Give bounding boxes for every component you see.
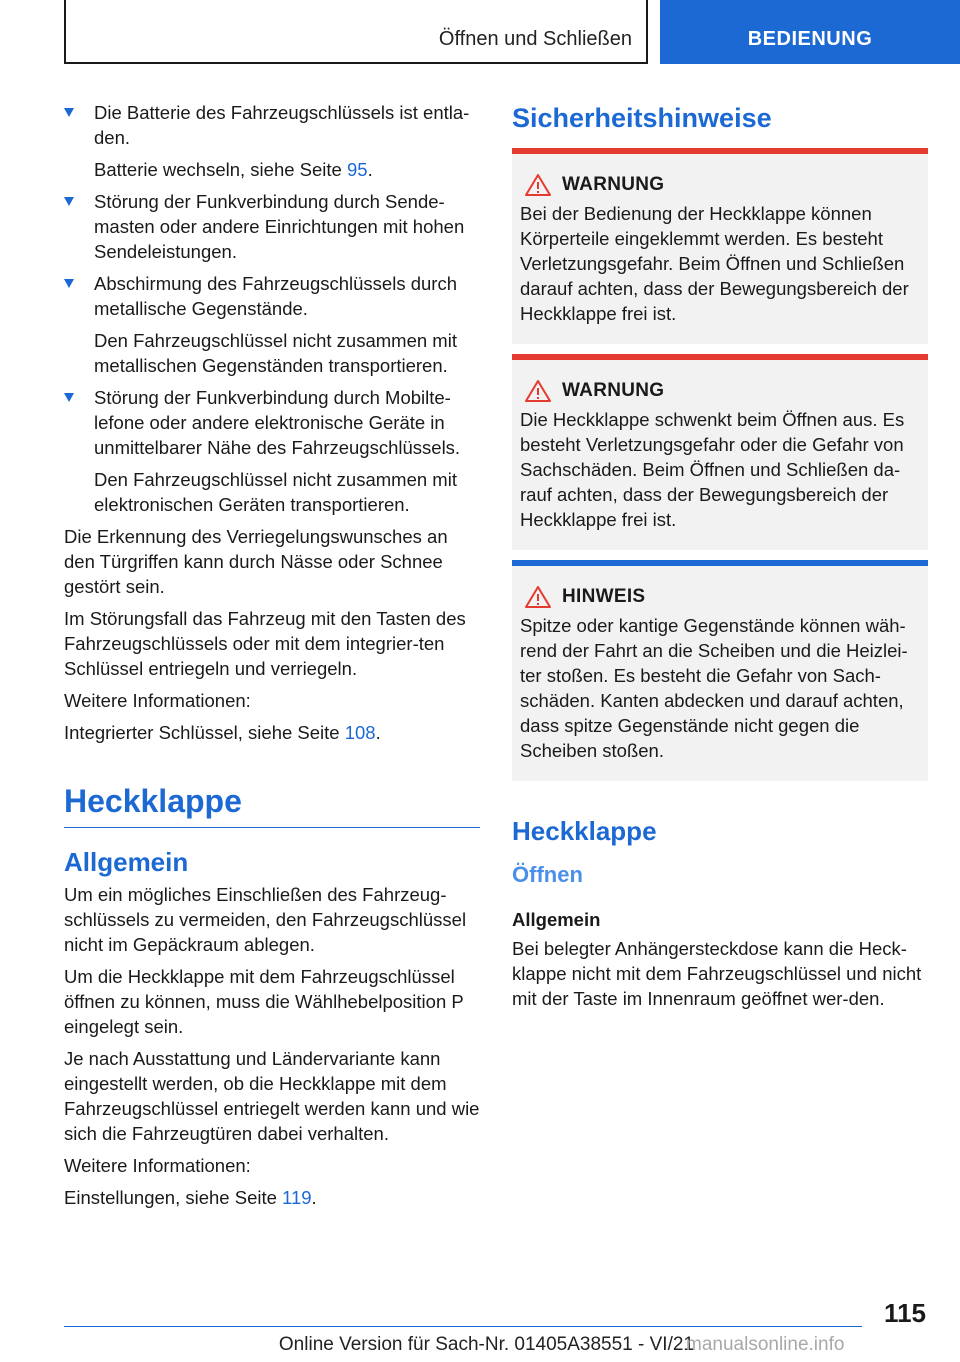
bullet-triangle-icon [64,108,74,117]
warning-box [512,148,928,344]
page-link[interactable]: 108 [344,722,376,743]
watermark: manualsonline.info [686,1334,845,1355]
bullet-text: Störung der Funkverbindung durch Mobilte-lefone oder andere elektronische Geräte in unmittelbarer Nähe des Fahrzeugschlüssels. [94,387,461,458]
bullet-triangle-icon [64,279,74,288]
reference: Einstellungen, siehe Seite 119. [64,1187,317,1208]
bullet-subtext: Batterie wechseln, siehe Seite 95. [94,159,373,180]
bullet-text: Abschirmung des Fahrzeugschlüssels durch metallische Gegenstände. [94,273,457,319]
reference: Integrierter Schlüssel, siehe Seite 108. [64,722,381,743]
list-item [64,189,480,264]
notice-text: Die Heckklappe schwenkt beim Öffnen aus. Es besteht Verletzungsgefahr oder die Gefahr von Sachschäden. Beim Öffnen und Schließen da-rauf achten, dass der Bewegungsbereich der Heckklappe frei ist. [520,409,905,530]
bullet-subtext: Den Fahrzeugschlüssel nicht zusammen mit elektronischen Geräten transportieren. [94,469,457,515]
page-link[interactable]: 119 [282,1187,312,1208]
page-number: 115 [884,1298,926,1328]
warning-triangle-icon [524,379,552,403]
list-item [64,385,480,517]
warning-box [512,354,928,550]
notice-label: HINWEIS [562,586,646,607]
footer-text: Online Version für Sach-Nr. 01405A38551 - VI/21 [278,1334,694,1355]
bullet-triangle-icon [64,393,74,402]
paragraph: Im Störungsfall das Fahrzeug mit den Tasten des Fahrzeugschlüssels oder mit dem integrier-ten Schlüssel entriegeln und verriegeln. [64,608,466,679]
paragraph-heading: Allgemein [512,909,601,930]
notice-text: Bei der Bedienung der Heckklappe können Körperteile eingeklemmt werden. Es besteht Verletzungsgefahr. Beim Öffnen und Schließen darauf achten, dass der Bewegungsbereich der Heckklappe frei ist. [520,203,909,324]
more-info-label: Weitere Informationen: [64,690,251,711]
list-item [64,271,480,378]
section-heading: Heckklappe [512,816,657,846]
bullet-subtext: Den Fahrzeugschlüssel nicht zusammen mit metallischen Gegenständen transportieren. [94,330,457,376]
paragraph: Die Erkennung des Verriegelungswunsches an den Türgriffen kann durch Nässe oder Schnee gestört sein. [64,526,448,597]
chapter-heading: Heckklappe [64,781,480,828]
warning-triangle-icon [524,173,552,197]
page-link[interactable]: 95 [346,159,368,180]
more-info-label: Weitere Informationen: [64,1155,251,1176]
notice-label: WARNUNG [562,380,665,401]
header-section-box [64,0,648,64]
section-heading: Allgemein [64,847,189,877]
safety-section-title: Sicherheitshinweise [512,103,772,133]
header-chapter-tab[interactable] [660,0,960,64]
header-section-title: Öffnen und Schließen [438,28,632,50]
notice-label: WARNUNG [562,174,665,195]
bullet-triangle-icon [64,197,74,206]
paragraph: Je nach Ausstattung und Ländervariante kann eingestellt werden, ob die Heckklappe mit dem Fahrzeugschlüssel entriegelt werden kann und wie sich die Fahrzeugtüren dabei verhalten. [64,1048,480,1144]
list-item [64,100,480,182]
paragraph: Um die Heckklappe mit dem Fahrzeugschlüssel öffnen zu können, muss die Wählhebelposition P eingelegt sein. [64,966,464,1037]
header-chapter-label: BEDIENUNG [747,28,873,50]
footer-divider [64,1326,862,1327]
bullet-text: Störung der Funkverbindung durch Sende-masten oder andere Einrichtungen mit hohen Sendeleistungen. [94,191,465,262]
left-column [64,100,480,1217]
bullet-text: Die Batterie des Fahrzeugschlüssels ist entla-den. [94,102,470,148]
hint-box [512,560,928,781]
paragraph: Bei belegter Anhängersteckdose kann die Heck-klappe nicht mit dem Fahrzeugschlüssel und nicht mit der Taste im Innenraum geöffnet wer-den. [512,938,922,1009]
right-column [512,100,928,1018]
paragraph: Um ein mögliches Einschließen des Fahrzeug-schlüssels zu vermeiden, den Fahrzeugschlüssel nicht im Gepäckraum ablegen. [64,884,467,955]
subsection-heading: Öffnen [512,862,583,887]
warning-triangle-icon [524,585,552,609]
notice-text: Spitze oder kantige Gegenstände können wäh-rend der Fahrt an die Scheiben und die Heizlei-ter stoßen. Es besteht die Gefahr von Sach-schäden. Kanten abdecken und darauf achten, dass spitze Gegenstände nicht gegen die Scheiben stoßen. [520,615,908,761]
